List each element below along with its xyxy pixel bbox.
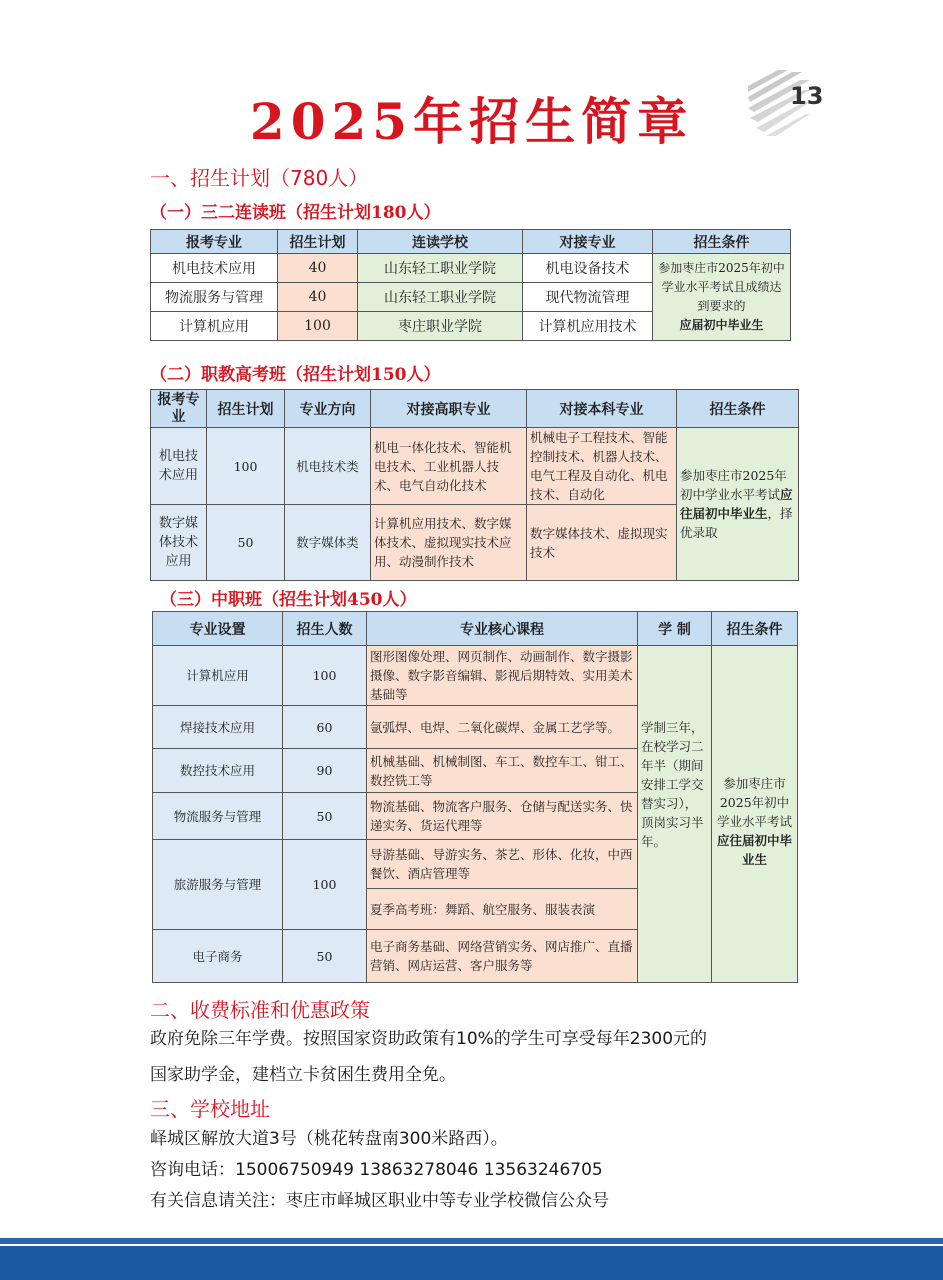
cell-count: 50: [283, 930, 367, 983]
table-header: 专业核心课程: [367, 612, 638, 646]
cell-courses: 机械基础、机械制图、车工、数控车工、钳工、数控铣工等: [367, 749, 638, 793]
cell-count: 90: [283, 749, 367, 793]
cell-higher-vocational: 机电一体化技术、智能机电技术、工业机器人技术、电气自动化技术: [371, 428, 527, 505]
cell-count: 60: [283, 706, 367, 749]
cell-courses: 图形图像处理、网页制作、动画制作、数字摄影摄像、数字影音编辑、影视后期特效、实用美术基础等: [367, 646, 638, 706]
table-row: [153, 646, 798, 706]
condition-bold: 应往届初中毕业生: [716, 833, 792, 867]
cell-major: 旅游服务与管理: [153, 840, 283, 930]
table-header: 专业设置: [153, 612, 283, 646]
page-number: 13: [790, 82, 824, 110]
page-title: 2025年招生简章: [249, 92, 694, 151]
condition-text: 参加枣庄市2025年初中学业水平考试: [680, 468, 787, 502]
cell-major: 机电技术应用: [151, 254, 278, 283]
part1-heading: （一）三二连读班（招生计划180人）: [150, 203, 441, 223]
cell-target-major: 计算机应用技术: [523, 312, 653, 341]
table-header: 对接高职专业: [371, 390, 527, 428]
cell-courses-summer: 夏季高考班：舞蹈、航空服务、服装表演: [367, 889, 638, 930]
table-zhijiao-gaokao: [150, 389, 799, 581]
cell-courses: 物流基础、物流客户服务、仓储与配送实务、快递实务、货运代理等: [367, 793, 638, 840]
table-header: 招生条件: [653, 230, 791, 254]
cell-school: 山东轻工职业学院: [358, 254, 523, 283]
cell-plan: 100: [207, 428, 285, 505]
cell-major: 数控技术应用: [153, 749, 283, 793]
cell-major: 计算机应用: [153, 646, 283, 706]
table-header: 对接专业: [523, 230, 653, 254]
cell-undergraduate: 机械电子工程技术、智能控制技术、机器人技术、电气工程及自动化、机电技术、自动化: [527, 428, 677, 505]
table-header: 招生条件: [677, 390, 799, 428]
cell-condition: [712, 646, 798, 983]
cell-direction: 数字媒体类: [285, 505, 371, 581]
cell-undergraduate: 数字媒体技术、虚拟现实技术: [527, 505, 677, 581]
cell-target-major: 机电设备技术: [523, 254, 653, 283]
fee-policy-line2: 国家助学金，建档立卡贫困生费用全免。: [150, 1065, 456, 1085]
cell-plan: 50: [207, 505, 285, 581]
cell-direction: 机电技术类: [285, 428, 371, 505]
part3-heading: （三）中职班（招生计划450人）: [160, 590, 417, 610]
wechat-notice: 有关信息请关注：枣庄市峄城区职业中等专业学校微信公众号: [150, 1191, 609, 1211]
cell-school: 枣庄职业学院: [358, 312, 523, 341]
table-row: [151, 254, 791, 283]
table-header: 报考专业: [151, 390, 207, 428]
cell-plan: 40: [278, 254, 358, 283]
table-sanerliandu: [150, 229, 791, 341]
section3-heading: 三、学校地址: [150, 1097, 270, 1121]
condition-text: 参加枣庄市2025年初中学业水平考试且成绩达到要求的: [658, 261, 785, 313]
cell-count: 50: [283, 793, 367, 840]
condition-tail: ，择优录取: [680, 506, 793, 540]
cell-courses: 电子商务基础、网络营销实务、网店推广、直播营销、网店运营、客户服务等: [367, 930, 638, 983]
cell-count: 100: [283, 646, 367, 706]
cell-condition: [677, 428, 799, 581]
part2-heading: （二）职教高考班（招生计划150人）: [150, 365, 441, 385]
cell-plan: 100: [278, 312, 358, 341]
footer-bar: [0, 1246, 943, 1280]
condition-text: 参加枣庄市2025年初中学业水平考试: [716, 776, 792, 829]
cell-courses: 氩弧焊、电焊、二氧化碳焊、金属工艺学等。: [367, 706, 638, 749]
table-header: 招生条件: [712, 612, 798, 646]
table-header: 招生计划: [207, 390, 285, 428]
cell-school: 山东轻工职业学院: [358, 283, 523, 312]
table-header: 招生计划: [278, 230, 358, 254]
condition-bold: 应往届初中毕业生: [680, 487, 793, 521]
cell-major: 数字媒体技术应用: [151, 505, 207, 581]
cell-major: 焊接技术应用: [153, 706, 283, 749]
table-header: 报考专业: [151, 230, 278, 254]
section1-heading: 一、招生计划（780人）: [150, 166, 369, 190]
section2-heading: 二、收费标准和优惠政策: [150, 998, 370, 1022]
table-row: [151, 428, 799, 505]
cell-courses: 导游基础、导游实务、茶艺、形体、化妆，中西餐饮、酒店管理等: [367, 840, 638, 889]
table-header: 专业方向: [285, 390, 371, 428]
table-header: 招生人数: [283, 612, 367, 646]
cell-major: 计算机应用: [151, 312, 278, 341]
cell-plan: 40: [278, 283, 358, 312]
contact-phone: 咨询电话：15006750949 13863278046 13563246705: [150, 1160, 603, 1180]
cell-target-major: 现代物流管理: [523, 283, 653, 312]
cell-duration: 学制三年，在校学习二年半（期间安排工学交替实习），顶岗实习半年。: [638, 646, 712, 983]
school-address: 峄城区解放大道3号（桃花转盘南300米路西）。: [150, 1129, 508, 1149]
cell-higher-vocational: 计算机应用技术、数字媒体技术、虚拟现实技术应用、动漫制作技术: [371, 505, 527, 581]
cell-major: 电子商务: [153, 930, 283, 983]
cell-condition: [653, 254, 791, 341]
cell-count: 100: [283, 840, 367, 930]
table-zhongzhi: [152, 611, 798, 983]
fee-policy-line1: 政府免除三年学费。按照国家资助政策有10%的学生可享受每年2300元的: [150, 1029, 708, 1049]
cell-major: 物流服务与管理: [153, 793, 283, 840]
table-header: 学 制: [638, 612, 712, 646]
cell-major: 机电技术应用: [151, 428, 207, 505]
cell-major: 物流服务与管理: [151, 283, 278, 312]
table-header: 连读学校: [358, 230, 523, 254]
condition-bold: 应届初中毕业生: [679, 318, 764, 332]
table-header: 对接本科专业: [527, 390, 677, 428]
